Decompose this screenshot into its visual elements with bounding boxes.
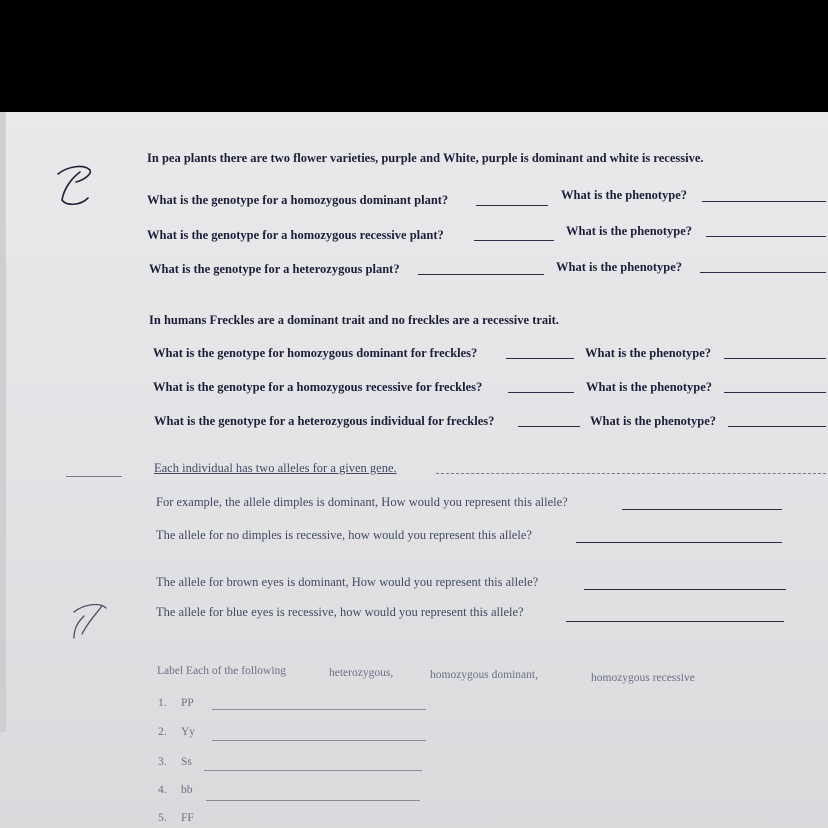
s4-item3-blank[interactable] — [204, 770, 422, 771]
s4-item3-genotype: Ss — [181, 756, 192, 768]
s4-item2-num: 2. — [158, 726, 167, 738]
s2-q2-phenotype: What is the phenotype? — [586, 380, 713, 394]
s2-q3-genotype-blank[interactable] — [518, 426, 580, 427]
s3-line3: The allele for no dimples is recessive, how would you represent this allele? — [156, 528, 532, 542]
s3-line4-blank[interactable] — [584, 589, 786, 590]
s3-line4: The allele for brown eyes is dominant, How would you represent this allele? — [156, 575, 539, 589]
s4-item1-blank[interactable] — [212, 709, 426, 710]
s4-item2-genotype: Yy — [181, 726, 196, 738]
s2-q2-phenotype-blank[interactable] — [724, 392, 826, 393]
s2-q1-phenotype: What is the phenotype? — [585, 346, 712, 360]
s1-q3-phenotype: What is the phenotype? — [556, 260, 683, 274]
s1-q3-phenotype-blank[interactable] — [700, 272, 826, 273]
s2-q3-phenotype-blank[interactable] — [728, 426, 826, 427]
s3-line3-blank[interactable] — [576, 542, 782, 543]
fold-line-right — [436, 473, 826, 474]
s2-q1-genotype: What is the genotype for homozygous dominant for freckles? — [153, 346, 478, 360]
s4-instruction: Label Each of the following — [157, 665, 287, 677]
s4-item3-num: 3. — [158, 756, 167, 768]
s2-q2-genotype: What is the genotype for a homozygous recessive for freckles? — [153, 380, 483, 394]
handwritten-seven-mark-1 — [50, 160, 102, 212]
s3-line2-blank[interactable] — [622, 509, 782, 510]
s3-line5: The allele for blue eyes is recessive, how would you represent this allele? — [156, 605, 524, 619]
s1-q2-phenotype-blank[interactable] — [706, 236, 826, 237]
handwritten-seven-mark-2 — [64, 596, 120, 644]
s4-item5-genotype: FF — [181, 812, 194, 824]
s4-option-heterozygous: heterozygous, — [329, 667, 394, 679]
s4-item5-num: 5. — [158, 812, 167, 824]
section1-intro: In pea plants there are two flower varieties, purple and White, purple is dominant and white is recessive. — [147, 151, 704, 165]
s1-q3-genotype: What is the genotype for a heterozygous plant? — [149, 262, 400, 276]
s4-item4-blank[interactable] — [206, 800, 420, 801]
s1-q3-genotype-blank[interactable] — [418, 274, 544, 275]
worksheet-page — [0, 112, 828, 828]
fold-line-left — [66, 476, 122, 477]
s4-item2-blank[interactable] — [212, 740, 426, 741]
s4-item1-genotype: PP — [181, 697, 194, 709]
s4-option-homozygous-recessive: homozygous recessive — [591, 672, 695, 684]
section2-intro: In humans Freckles are a dominant trait and no freckles are a recessive trait. — [149, 313, 559, 327]
s2-q3-phenotype: What is the phenotype? — [590, 414, 717, 428]
s4-option-homozygous-dominant: homozygous dominant, — [430, 669, 538, 681]
s3-line1: Each individual has two alleles for a given gene. — [154, 461, 397, 475]
s2-q1-genotype-blank[interactable] — [506, 358, 574, 359]
s3-line5-blank[interactable] — [566, 621, 784, 622]
s2-q2-genotype-blank[interactable] — [508, 392, 574, 393]
s3-line2: For example, the allele dimples is dominant, How would you represent this allele? — [156, 495, 568, 509]
s1-q2-genotype-blank[interactable] — [474, 240, 554, 241]
s2-q3-genotype: What is the genotype for a heterozygous individual for freckles? — [154, 414, 495, 428]
s1-q2-phenotype: What is the phenotype? — [566, 224, 693, 238]
s1-q1-genotype-blank[interactable] — [476, 205, 548, 206]
s4-item1-num: 1. — [158, 697, 167, 709]
s2-q1-phenotype-blank[interactable] — [724, 358, 826, 359]
s1-q2-genotype: What is the genotype for a homozygous recessive plant? — [147, 228, 444, 242]
page-edge — [0, 112, 6, 732]
s4-item4-genotype: bb — [181, 784, 193, 796]
s4-item4-num: 4. — [158, 784, 167, 796]
s1-q1-genotype: What is the genotype for a homozygous dominant plant? — [147, 193, 449, 207]
s1-q1-phenotype: What is the phenotype? — [561, 188, 688, 202]
s1-q1-phenotype-blank[interactable] — [702, 201, 826, 202]
